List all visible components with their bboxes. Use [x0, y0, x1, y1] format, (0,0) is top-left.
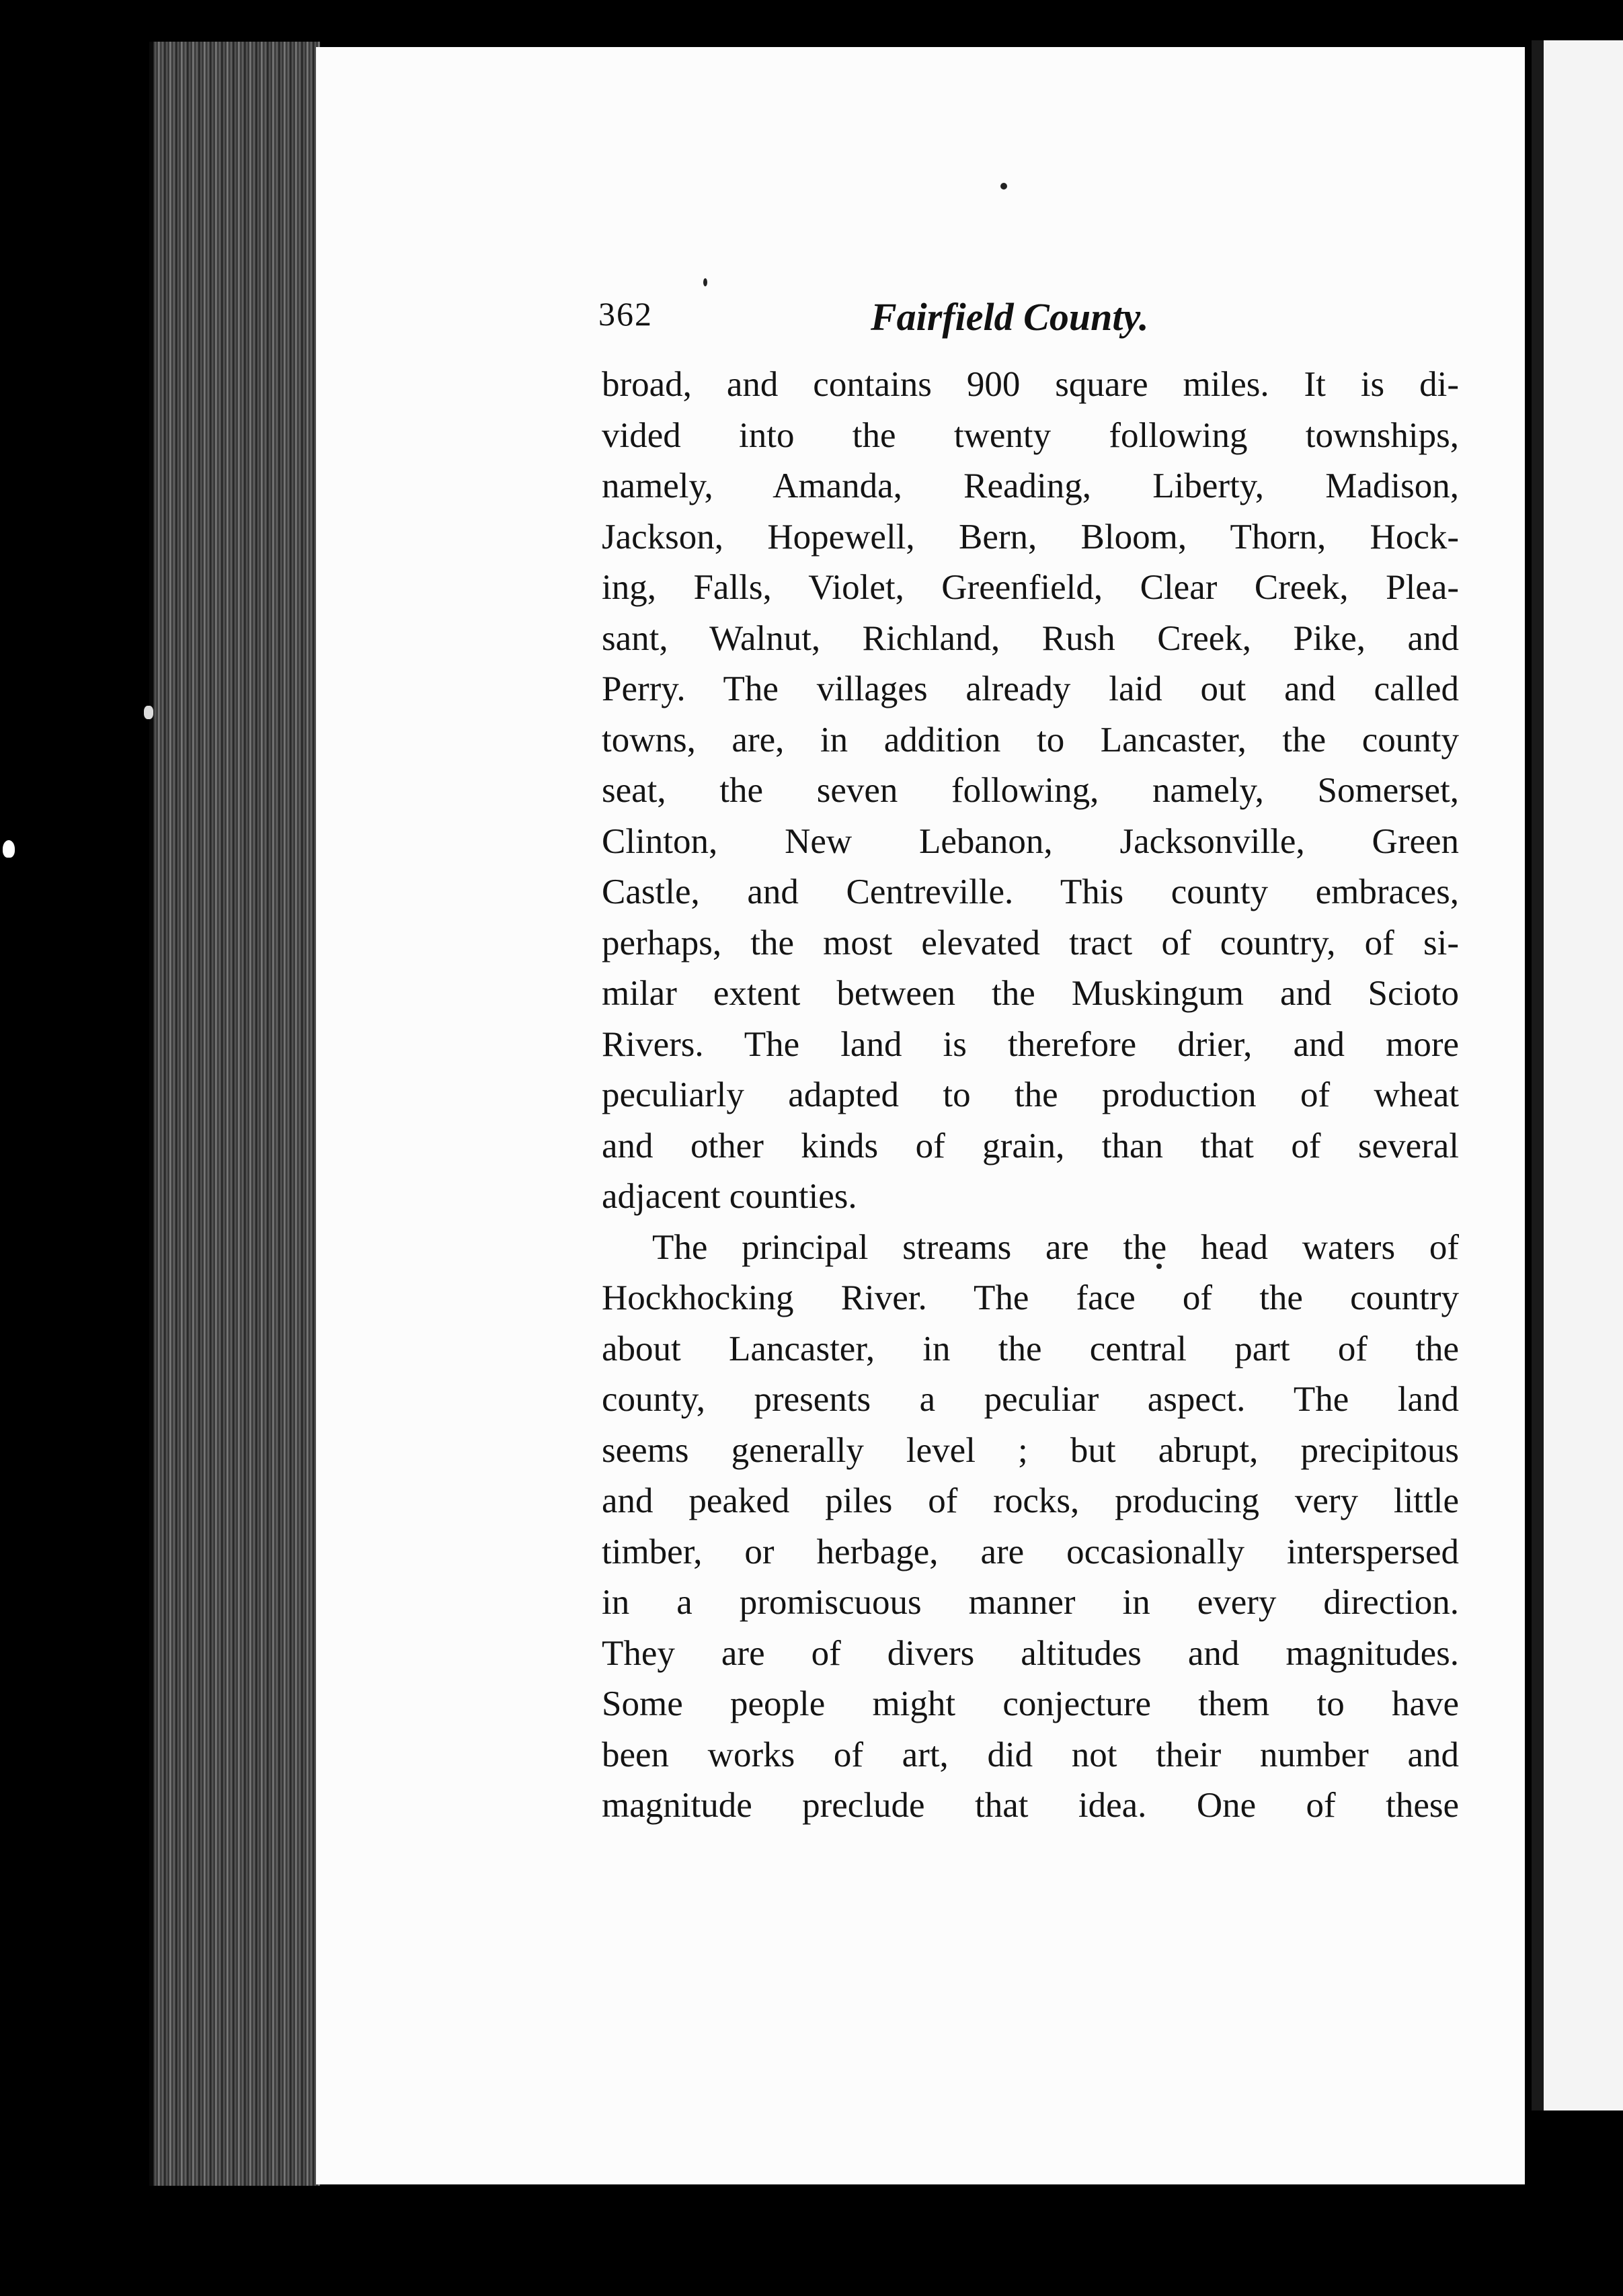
text-line: Some people might conjecture them to have: [602, 1684, 1459, 1723]
text-line: They are of divers altitudes and magnitudes.: [602, 1633, 1459, 1673]
ink-speck: [1000, 183, 1007, 190]
page-header: [598, 294, 1459, 341]
text-line: Clinton, New Lebanon, Jacksonville, Green: [602, 821, 1459, 861]
text-line: and peaked piles of rocks, producing very little: [602, 1481, 1459, 1520]
text-line: and other kinds of grain, than that of several: [602, 1126, 1459, 1165]
text-line: vided into the twenty following townships,: [602, 415, 1459, 455]
paragraph: [602, 1223, 1459, 1832]
text-line: Rivers. The land is therefore drier, and more: [602, 1024, 1459, 1064]
text-line: been works of art, did not their number and: [602, 1735, 1459, 1774]
page-number: 362: [598, 295, 653, 333]
text-line: towns, are, in addition to Lancaster, the county: [602, 720, 1459, 760]
book-page-edge: [149, 42, 320, 2186]
scan-speck: [144, 706, 153, 719]
adjacent-page-edge: [1532, 40, 1623, 2110]
text-line: seems generally level ; but abrupt, precipitous: [602, 1430, 1459, 1470]
text-line: Jackson, Hopewell, Bern, Bloom, Thorn, Hock-: [602, 517, 1459, 557]
text-line: ing, Falls, Violet, Greenfield, Clear Creek, Plea-: [602, 568, 1459, 607]
text-line: in a promiscuous manner in every direction.: [602, 1583, 1459, 1622]
text-line: sant, Walnut, Richland, Rush Creek, Pike, and: [602, 618, 1459, 658]
text-line: magnitude preclude that idea. One of these: [602, 1786, 1459, 1825]
text-line: about Lancaster, in the central part of the: [602, 1329, 1459, 1368]
text-line: Hockhocking River. The face of the country: [602, 1278, 1459, 1317]
text-line: timber, or herbage, are occasionally interspersed: [602, 1532, 1459, 1571]
text-line: perhaps, the most elevated tract of country, of si-: [602, 923, 1459, 962]
text-line: The principal streams are the head waters of: [652, 1227, 1459, 1267]
text-line: Castle, and Centreville. This county embraces,: [602, 872, 1459, 911]
text-line: peculiarly adapted to the production of wheat: [602, 1075, 1459, 1114]
ink-speck: [703, 278, 707, 286]
text-line: county, presents a peculiar aspect. The land: [602, 1380, 1459, 1419]
running-head: Fairfield County.: [871, 295, 1149, 339]
scan-marker: [3, 840, 15, 858]
text-line: broad, and contains 900 square miles. It is di-: [602, 365, 1459, 404]
text-line: milar extent between the Muskingum and Scioto: [602, 974, 1459, 1013]
text-line: Perry. The villages already laid out and called: [602, 669, 1459, 708]
text-line: adjacent counties.: [602, 1177, 857, 1216]
body-text: [602, 360, 1459, 1832]
text-line: seat, the seven following, namely, Somerset,: [602, 771, 1459, 810]
text-line: namely, Amanda, Reading, Liberty, Madison,: [602, 466, 1459, 505]
paragraph: [602, 360, 1459, 1223]
